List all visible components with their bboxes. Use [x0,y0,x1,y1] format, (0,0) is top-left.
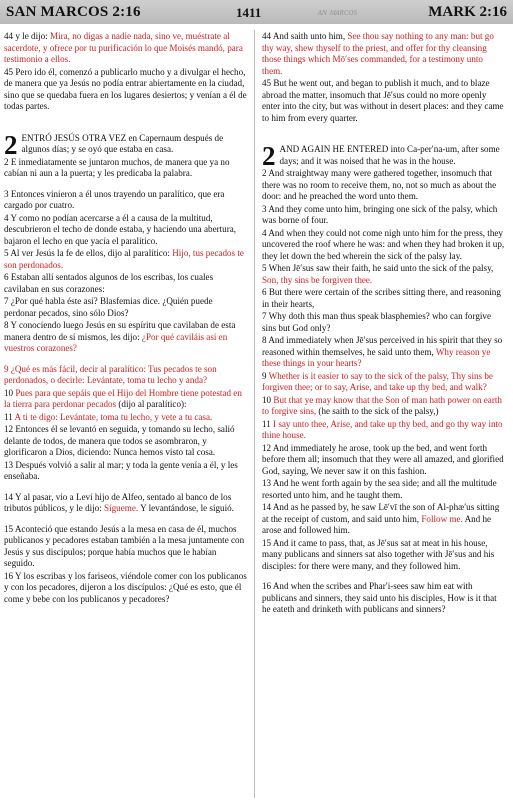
chapter-start [4,129,247,160]
chapter-number: 2 [262,141,276,171]
verse: 16 And when the scribes and Phar′i-sees saw him eat with publicans and sinners, they said unto his disciples, How is it that he eateth and drinketh with publicans and sinners? [262,581,497,614]
words-of-jesus: Whether is it easier to say to the sick of the palsy, Thy sins be forgiven thee; or to say, Arise, and take up thy bed, and walk? [262,370,493,392]
verse: 9 Whether is it easier to say to the sick of the palsy, Thy sins be forgiven thee; or to say, Arise, and take up thy bed, and walk? [262,370,493,392]
verse: 10 But that ye may know that the Son of man hath power on earth to forgive sins, (he saith to the sick of the palsy,) [262,394,502,416]
running-head-right: MARK 2:16 [428,4,507,20]
verse: 14 Y al pasar, vio a Leví hijo de Alfeo, sentado al banco de los tributos públicos, y le dijo: Sígueme. Y levantándose, le siguió. [4,491,234,513]
verse: 10 Pues para que sepáis que el Hijo del Hombre tiene potestad en la tierra para perdonar pecados (dijo al paralítico): [4,387,242,409]
column-divider [254,30,255,798]
verse: 6 Estaban allí sentados algunos de los escribas, los cuales cavilaban en sus corazones: [4,272,214,294]
verse: 15 And it came to pass, that, as Jē′sus sat at meat in his house, many publicans and sinners sat also together with Jē′sus and his disciples: for there were many, and they followed him. [262,537,495,571]
chapter-number: 2 [4,129,18,160]
verse: 45 But he went out, and began to publish it much, and to blaze abroad the matter, insomuch that Jē′sus could no more openly enter into the city, but was without in desert places: and they came to him from every quarter. [262,78,504,123]
verse: 8 And immediately when Jē′sus perceived in his spirit that they so reasoned within themselves, he said unto them, Why reason ye these things in your hearts? [262,335,503,368]
words-of-jesus: Hijo, tus pecados te son perdonados. [4,248,244,270]
verse: 7 Why doth this man thus speak blasphemies? who can forgive sins but God only? [262,311,491,333]
verse: 13 And he went forth again by the sea side; and all the multitude resorted unto him, and he taught them. [262,478,497,500]
words-of-jesus: Son, thy sins be forgiven thee. [262,274,373,285]
verse: 11 I say unto thee, Arise, and take up thy bed, and go thy way into thine house. [262,418,503,440]
words-of-jesus: A ti te digo: Levántate, toma tu lecho, y vete a tu casa. [14,411,213,422]
watermark-running-head: ᴀɴ ᴍᴀʀᴄos [318,7,358,18]
verse: ENTRÓ JESÚS OTRA VEZ en Capernaum después de algunos días; y se oyó que estaba en casa. [21,132,224,154]
words-of-jesus: Mira, no digas a nadie nada, sino ve, muéstrate al sacerdote, y ofrece por tu purificación lo que Moisés mandó, para testimonio a ellos. [4,31,243,64]
verse: 45 Pero ido él, comenzó a publicarlo mucho y a divulgar el hecho, de manera que ya Jesús no podía entrar abiertamente en la ciudad, sino que se quedaba fuera en los lugares desiertos; y venían a él de todas partes. [4,66,247,111]
verse: AND AGAIN HE ENTERED into Ca-per′na-um, after some days; and it was noised that he was in the house. [279,144,500,166]
words-of-jesus: See thou say nothing to any man: but go thy way, shew thyself to the priest, and offer for thy cleansing those things which Mō′ses commanded, for a testimony unto them. [262,31,494,76]
verse: 5 Al ver Jesús la fe de ellos, dijo al paralítico: Hijo, tus pecados te son perdonados. [4,248,244,270]
verse: 15 Aconteció que estando Jesús a la mesa en casa de él, muchos publicanos y pecadores estaban también a la mesa juntamente con Jesús y sus discípulos; porque había muchos que le habían seguido. [4,523,245,568]
verse: 8 Y conociendo luego Jesús en su espíritu que cavilaban de esta manera dentro de sí mismos, les dijo: ¿Por qué caviláis así en vuestros corazones? [4,320,236,353]
verse: 11 A ti te digo: Levántate, toma tu lecho, y vete a tu casa. [4,411,213,422]
verse: 6 But there were certain of the scribes sitting there, and reasoning in their hearts, [262,287,501,309]
words-of-jesus: But that ye may know that the Son of man hath power on earth to forgive sins, [262,394,502,416]
verse: 7 ¿Por qué habla éste así? Blasfemias dice. ¿Quién puede perdonar pecados, sino sólo Dios? [4,296,213,318]
words-of-jesus: ¿Por qué caviláis así en vuestros corazones? [4,331,228,353]
spanish-column [4,31,247,797]
verse: 4 And when they could not come nigh unto him for the press, they uncovered the roof where he was: and when they had broken it up, they let down the bed wherein the sick of the palsy lay. [262,227,505,261]
verse: 16 Y los escribas y los fariseos, viéndole comer con los publicanos y con los pecadores, dijeron a los discípulos: ¿Qué es esto, que él come y bebe con los publicanos y pecadores? [4,570,247,604]
verse: 12 Entonces él se levantó en seguida, y tomando su lecho, salió delante de todos, de manera que todos se asombraron, y glorificaron a Dios, diciendo: Nunca hemos visto tal cosa. [4,424,235,457]
words-of-jesus: ¿Qué es más fácil, decir al paralítico: Tus pecados te son perdonados, o decirle: Levántate, toma tu lecho y anda? [4,363,217,385]
verse: 44 y le dijo: Mira, no digas a nadie nada, sino ve, muéstrate al sacerdote, y ofrece por tu purificación lo que Moisés mandó, para testimonio a ellos. [4,31,243,64]
chapter-start [262,141,505,171]
verse: 13 Después volvió a salir al mar; y toda la gente venía a él, y les enseñaba. [4,459,238,481]
words-of-jesus: Follow me. [421,513,463,524]
verse: 4 Y como no podían acercarse a él a causa de la multitud, descubrieron el techo de donde estaba, y haciendo una abertura, bajaron el lecho en que yacía el paralítico. [4,212,237,246]
verse: 2 E inmediatamente se juntaron muchos, de manera que ya no cabían ni aun a la puerta; y les predicaba la palabra. [4,156,230,178]
words-of-jesus: Pues para que sepáis que el Hijo del Hombre tiene potestad en la tierra para perdonar pecados [4,387,242,409]
verse: 3 Entonces vinieron a él unos trayendo un paralítico, que era cargado por cuatro. [4,188,225,210]
running-head-left: SAN MARCOS 2:16 [6,4,141,20]
english-column [262,31,505,797]
verse: 9 ¿Qué es más fácil, decir al paralítico: Tus pecados te son perdonados, o decirle: Levántate, toma tu lecho y anda? [4,363,217,385]
verse: 2 And straightway many were gathered together, insomuch that there was no room to receive them, no, not so much as about the door: and he preached the word unto them. [262,168,497,201]
words-of-jesus: Sígueme. [104,503,139,513]
verse: 5 When Jē′sus saw their faith, he said unto the sick of the palsy, Son, thy sins be forgiven thee. [262,263,494,285]
words-of-jesus: Why reason ye these things in your hearts? [262,346,491,368]
verse: 12 And immediately he arose, took up the bed, and went forth before them all; insomuch that they were all amazed, and glorified God, saying, We never saw it on this fashion. [262,442,504,476]
verse: 44 And saith unto him, See thou say nothing to any man: but go thy way, shew thyself to the priest, and offer for thy cleansing those things which Mō′ses commanded, for a testimony unto them. [262,31,494,76]
words-of-jesus: I say unto thee, Arise, and take up thy bed, and go thy way into thine house. [262,418,503,440]
page-header [0,0,513,24]
page-number: 1411 [236,5,262,20]
verse: 3 And they come unto him, bringing one sick of the palsy, which was borne of four. [262,203,498,225]
verse: 14 And as he passed by, he saw Lē′vī the son of Al-phæ′us sitting at the receipt of custom, and said unto him, Follow me. And he arose and followed him. [262,502,500,535]
